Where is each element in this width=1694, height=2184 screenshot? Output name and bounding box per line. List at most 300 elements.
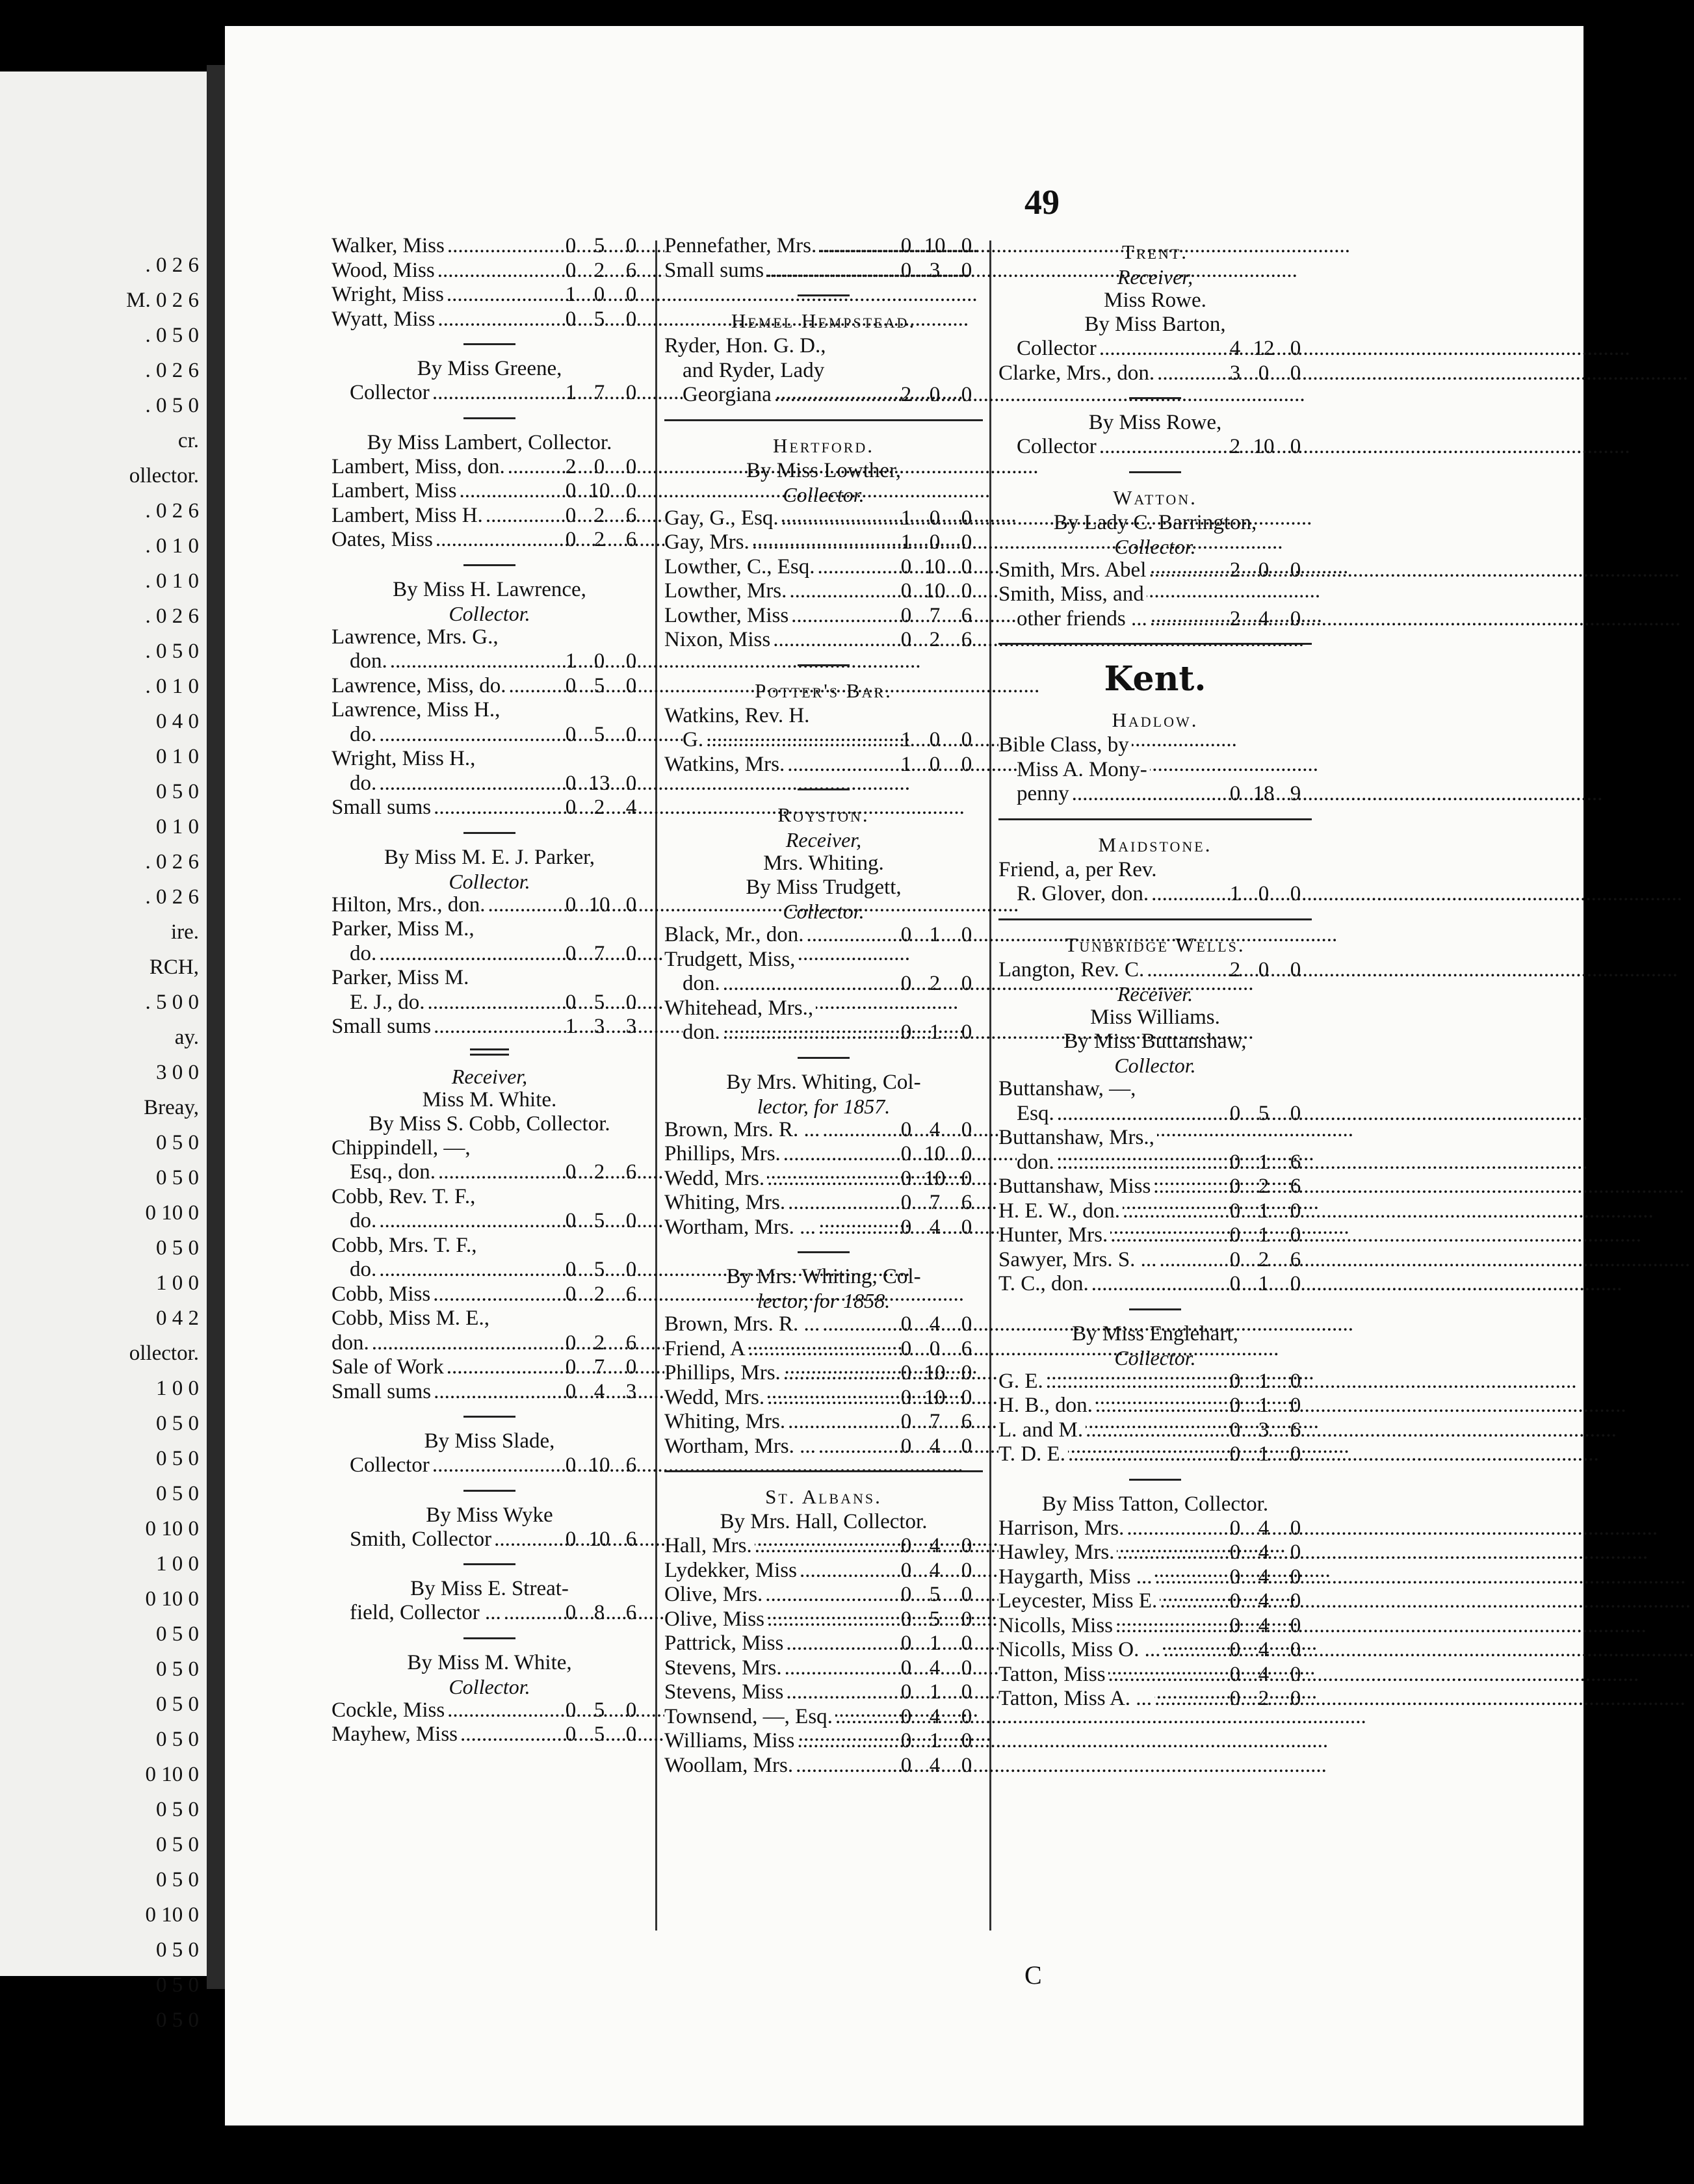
entry-name	[664, 728, 892, 753]
ledger-entry	[664, 628, 983, 653]
shillings: 5	[593, 990, 605, 1014]
pence: 0	[961, 234, 972, 257]
ledger-entry	[998, 1175, 1312, 1199]
pence: 6	[1290, 1175, 1301, 1198]
fragment-text: Breay,	[144, 1096, 199, 1119]
entry-name-text: Lowther, C., Esq.	[664, 555, 817, 578]
entry-name	[332, 1160, 556, 1185]
collector-heading: By Miss Englehart,	[1072, 1321, 1238, 1346]
ledger-entry	[998, 858, 1312, 883]
pounds: 4	[1229, 337, 1241, 360]
ledger-entry	[998, 1394, 1312, 1418]
pounds: 0	[1229, 1418, 1241, 1442]
pence: 0	[961, 1361, 972, 1384]
pounds: 0	[900, 1020, 912, 1044]
shillings: 18	[1253, 782, 1275, 805]
entry-name	[332, 1258, 556, 1282]
section-rule	[798, 664, 850, 666]
ledger-entry	[664, 506, 983, 531]
fragment-text: 0 5 0	[156, 1693, 199, 1716]
role-label: Receiver,	[1117, 265, 1193, 289]
ledger-entry	[664, 579, 983, 604]
entry-name-text: don.	[332, 1331, 372, 1355]
role-label: lector, for 1857.	[757, 1094, 891, 1118]
ledger-entry	[332, 917, 647, 942]
entry-name-text: Lawrence, Miss H.,	[332, 698, 502, 722]
entry-name-text: penny	[1017, 782, 1072, 805]
ledger-entry	[332, 1380, 647, 1405]
entry-name-text: Esq., don.	[350, 1160, 438, 1184]
book-spine	[207, 65, 225, 1989]
entry-name-text: Wedd, Mrs.	[664, 1386, 767, 1409]
ledger-entry	[998, 882, 1312, 907]
shillings: 0	[593, 283, 605, 306]
pounds: 0	[900, 1191, 912, 1214]
pence: 0	[1290, 558, 1301, 582]
entry-name	[998, 858, 1221, 883]
ledger-entry	[332, 772, 647, 796]
ledger-entry	[332, 283, 647, 307]
shillings: 10	[924, 1385, 946, 1409]
entry-name-text: Lawrence, Miss, do.	[332, 674, 509, 697]
pence: 6	[625, 1527, 637, 1551]
pence: 0	[625, 381, 637, 404]
entry-name	[664, 1410, 892, 1435]
entry-name	[998, 1077, 1221, 1102]
section-rule	[798, 788, 850, 790]
ledger-entry	[332, 1185, 647, 1210]
entry-name	[332, 528, 556, 552]
ledger-entry	[664, 1337, 983, 1362]
entry-name	[332, 917, 556, 942]
shillings: 2	[593, 503, 605, 527]
entry-name	[332, 991, 556, 1015]
pounds: 0	[900, 1632, 912, 1655]
pence: 0	[1290, 1199, 1301, 1223]
entry-name-text: Phillips, Mrs.	[664, 1361, 783, 1384]
shillings: 4	[929, 1558, 941, 1582]
fragment-text: . 0 2 6	[145, 499, 199, 523]
pence: 0	[961, 1607, 972, 1631]
pounds: 0	[565, 1355, 577, 1379]
entry-name-text: do.	[350, 772, 379, 795]
pence: 6	[625, 1453, 637, 1477]
pounds: 0	[565, 1282, 577, 1306]
entry-name-text: Hilton, Mrs., don.	[332, 893, 488, 916]
pence: 6	[625, 528, 637, 551]
entry-name	[664, 1607, 892, 1632]
ledger-entry	[998, 1126, 1312, 1150]
pounds: 3	[1229, 361, 1241, 385]
entry-name	[332, 1528, 556, 1552]
pounds: 0	[565, 234, 577, 257]
fragment-text: 0 5 0	[156, 1728, 199, 1751]
entry-name-text: G.	[683, 728, 706, 751]
collector-heading: By Miss Lowther,	[746, 458, 901, 482]
ledger-entry	[664, 530, 983, 555]
fragment-text: 1 0 0	[156, 1377, 199, 1400]
entry-name-text: Tatton, Miss	[998, 1663, 1108, 1686]
ledger-entry	[332, 1234, 647, 1258]
pounds: 0	[900, 234, 912, 257]
ledger-entry	[332, 1722, 647, 1747]
ledger-entry	[332, 942, 647, 967]
pence: 0	[1290, 361, 1301, 385]
pounds: 0	[565, 1331, 577, 1355]
double-rule	[470, 1048, 509, 1056]
pounds: 0	[565, 479, 577, 502]
fragment-text: RCH,	[149, 956, 199, 979]
pence: 0	[1290, 1565, 1301, 1589]
pounds: 0	[1229, 1638, 1241, 1661]
ledger-entry	[332, 747, 647, 772]
pence: 0	[625, 283, 637, 306]
entry-name	[998, 1102, 1221, 1126]
pence: 6	[625, 1331, 637, 1355]
ledger-entry	[332, 1453, 647, 1478]
place-heading: Maidstone.	[1098, 833, 1212, 856]
fragment-text: . 0 5 0	[145, 324, 199, 347]
pounds: 2	[1229, 558, 1241, 582]
fragment-text: 0 5 0	[156, 1412, 199, 1435]
entry-name-text: Leycester, Miss E.	[998, 1589, 1160, 1613]
pounds: 1	[565, 283, 577, 306]
ledger-entry	[664, 259, 983, 283]
shillings: 5	[593, 1209, 605, 1232]
pounds: 0	[565, 258, 577, 282]
pounds: 0	[565, 1601, 577, 1624]
pounds: 0	[565, 673, 577, 697]
shillings: 5	[929, 1583, 941, 1606]
fragment-text: 1 0 0	[156, 1552, 199, 1576]
page-number: 49	[1024, 183, 1060, 222]
entry-name-text: Lowther, Miss	[664, 604, 791, 627]
entry-name	[664, 1337, 892, 1362]
entry-name	[664, 753, 892, 777]
section-rule	[798, 1251, 850, 1253]
entry-name	[998, 958, 1221, 983]
entry-name-text: Olive, Mrs.	[664, 1583, 765, 1606]
fragment-text: ire.	[170, 920, 199, 944]
shillings: 0	[1258, 361, 1270, 385]
entry-name-text: and Ryder, Lady	[683, 359, 827, 382]
pounds: 2	[565, 454, 577, 478]
role-label: Receiver.	[1117, 982, 1193, 1006]
pence: 0	[625, 990, 637, 1014]
entry-name	[998, 558, 1221, 583]
entry-name	[664, 506, 892, 531]
pounds: 0	[1229, 1223, 1241, 1247]
fragment-text: . 0 5 0	[145, 640, 199, 663]
ledger-entry	[332, 1306, 647, 1331]
pence: 0	[961, 554, 972, 578]
pounds: 2	[1229, 435, 1241, 458]
ledger-entry	[998, 958, 1312, 983]
pounds: 1	[900, 506, 912, 530]
entry-name	[332, 747, 556, 772]
shillings: 7	[929, 1410, 941, 1433]
pounds: 0	[1229, 1175, 1241, 1198]
pounds: 0	[1229, 1516, 1241, 1540]
shillings: 0	[929, 383, 941, 406]
ledger-entry	[332, 1698, 647, 1723]
role-label: Receiver,	[451, 1064, 528, 1088]
pounds: 0	[565, 941, 577, 965]
section-rule	[998, 818, 1312, 820]
pounds: 0	[900, 1117, 912, 1141]
pence: 0	[961, 1117, 972, 1141]
ledger-entry	[332, 1160, 647, 1185]
shillings: 2	[1258, 1687, 1270, 1710]
ledger-entry	[332, 966, 647, 991]
entry-name-text: do.	[350, 1258, 379, 1281]
ledger-entry	[664, 1167, 983, 1191]
pence: 0	[625, 454, 637, 478]
entry-name	[664, 259, 892, 283]
shillings: 0	[929, 1336, 941, 1360]
role-label: Collector.	[783, 482, 865, 506]
shillings: 5	[593, 234, 605, 257]
entry-name	[664, 1312, 892, 1337]
entry-name-text: Hawley, Mrs.	[998, 1540, 1117, 1564]
entry-name-text: don.	[1017, 1150, 1057, 1174]
ledger-entry	[998, 1638, 1312, 1663]
ledger-entry	[332, 1331, 647, 1356]
ledger-entry	[664, 1410, 983, 1435]
shillings: 10	[924, 234, 946, 257]
collector-heading: By Miss Trudgett,	[746, 876, 902, 899]
entry-name-text: Small sums	[332, 796, 434, 819]
shillings: 1	[929, 1680, 941, 1704]
pounds: 0	[565, 1453, 577, 1477]
shillings: 4	[1258, 1589, 1270, 1613]
pounds: 0	[900, 1215, 912, 1239]
ledger-entry	[998, 1540, 1312, 1565]
entry-name	[332, 723, 556, 748]
ledger-entry	[664, 1361, 983, 1386]
pounds: 0	[565, 1209, 577, 1232]
pounds: 0	[1229, 1662, 1241, 1686]
fragment-text: 0 10 0	[145, 1903, 199, 1927]
ledger-entry	[332, 1601, 647, 1626]
role-label: Collector.	[783, 900, 865, 923]
pence: 0	[1290, 337, 1301, 360]
shillings: 1	[929, 1020, 941, 1044]
entry-name	[998, 1687, 1221, 1711]
ledger-entry	[998, 1663, 1312, 1687]
pounds: 1	[565, 381, 577, 404]
entry-name-text: Gay, Mrs.	[664, 530, 752, 554]
ledger-entry	[332, 991, 647, 1015]
pence: 0	[961, 383, 972, 406]
shillings: 2	[593, 1331, 605, 1355]
fragment-text: 1 0 0	[156, 1271, 199, 1295]
pounds: 1	[1229, 882, 1241, 905]
pence: 0	[625, 771, 637, 795]
entry-name-text: Bible Class, by	[998, 733, 1132, 757]
section-rule	[463, 564, 515, 566]
entry-name-text: Buttanshaw, Mrs.,	[998, 1126, 1157, 1149]
collector-heading: Miss Rowe.	[1104, 289, 1206, 312]
entry-name	[998, 1565, 1221, 1590]
entry-name-text: Whiting, Mrs.	[664, 1410, 788, 1433]
entry-name-text: Whitehead, Mrs.,	[664, 996, 816, 1020]
fragment-text: 3 0 0	[156, 1061, 199, 1084]
ledger-entry	[664, 334, 983, 359]
pence: 0	[961, 1632, 972, 1655]
pence: 0	[625, 234, 637, 257]
entry-name-text: Small sums	[332, 1015, 434, 1038]
entry-name-text: Ryder, Hon. G. D.,	[664, 334, 829, 358]
ledger-entry	[998, 1442, 1312, 1467]
fragment-text: . 0 2 6	[145, 359, 199, 382]
pence: 9	[1290, 782, 1301, 805]
pence: 0	[625, 1722, 637, 1746]
role-label: Collector.	[1114, 1054, 1196, 1077]
pounds: 0	[900, 972, 912, 995]
entry-name	[664, 1216, 892, 1240]
fragment-text: . 0 1 0	[145, 534, 199, 558]
shillings: 4	[1258, 606, 1270, 630]
ledger-entry	[664, 1754, 983, 1778]
pounds: 0	[565, 528, 577, 551]
entry-name	[998, 435, 1221, 460]
entry-name-text: H. E. W., don.	[998, 1199, 1123, 1223]
shillings: 7	[929, 603, 941, 627]
entry-name	[332, 1355, 556, 1380]
pounds: 0	[900, 1583, 912, 1606]
entry-name	[332, 674, 556, 699]
shillings: 2	[1258, 1175, 1270, 1198]
entry-name	[664, 1754, 892, 1778]
entry-name	[332, 479, 556, 504]
ledger-entry	[998, 582, 1312, 607]
pence: 0	[625, 1355, 637, 1379]
pence: 6	[625, 1601, 637, 1624]
entry-name	[998, 1126, 1221, 1150]
collector-heading: By Miss Greene,	[417, 357, 562, 380]
fragment-text: 0 5 0	[156, 1973, 199, 1997]
pounds: 0	[900, 1656, 912, 1680]
shillings: 4	[929, 1656, 941, 1680]
pence: 0	[961, 1729, 972, 1752]
entry-name-text: Black, Mr., don.	[664, 923, 806, 946]
shillings: 1	[929, 1729, 941, 1752]
fragment-text: 0 10 0	[145, 1201, 199, 1225]
ledger-entry	[664, 728, 983, 753]
shillings: 7	[593, 1355, 605, 1379]
ledger-entry	[332, 1258, 647, 1282]
entry-name	[998, 607, 1221, 632]
fragment-text: . 0 5 0	[145, 394, 199, 417]
shillings: 3	[1258, 1418, 1270, 1442]
entry-name-text: Lawrence, Mrs. G.,	[332, 625, 501, 649]
ledger-entry	[998, 1589, 1312, 1614]
entry-name-text: Small sums	[332, 1380, 434, 1403]
ledger-entry	[664, 972, 983, 996]
ledger-entry	[664, 948, 983, 972]
pounds: 0	[900, 258, 912, 282]
entry-name-text: Cockle, Miss	[332, 1698, 447, 1722]
entry-name	[998, 1418, 1221, 1443]
pence: 0	[1290, 1442, 1301, 1466]
entry-name-text: Williams, Miss	[664, 1729, 797, 1752]
shillings: 2	[593, 1282, 605, 1306]
pounds: 0	[900, 1753, 912, 1777]
shillings: 5	[929, 1607, 941, 1631]
ledger-entry	[998, 1077, 1312, 1102]
collector-heading: Mrs. Whiting.	[763, 852, 884, 875]
shillings: 7	[593, 381, 605, 404]
pounds: 0	[565, 1722, 577, 1746]
shillings: 10	[924, 1166, 946, 1190]
pence: 0	[625, 1698, 637, 1722]
entry-name-text: T. D. E.	[998, 1442, 1068, 1466]
entry-name	[332, 1136, 556, 1161]
pence: 0	[961, 1704, 972, 1728]
entry-name	[664, 579, 892, 604]
ledger-entry	[332, 796, 647, 820]
entry-name	[332, 1698, 556, 1723]
shillings: 10	[588, 1527, 610, 1551]
entry-name-text: Wortham, Mrs. ...	[664, 1216, 818, 1239]
ledger-entry	[998, 1516, 1312, 1541]
fragment-text: 0 5 0	[156, 1658, 199, 1681]
shillings: 7	[929, 1191, 941, 1214]
pounds: 0	[900, 1558, 912, 1582]
fragment-text: . 0 1 0	[145, 569, 199, 593]
pence: 0	[1290, 1394, 1301, 1417]
fragment-text: 0 5 0	[156, 2008, 199, 2032]
pounds: 1	[900, 728, 912, 751]
entry-name-text: Lambert, Miss H.	[332, 504, 486, 527]
ledger-entry	[664, 1142, 983, 1167]
shillings: 10	[924, 554, 946, 578]
ledger-entry	[332, 1136, 647, 1161]
entry-name-text: do.	[350, 1209, 379, 1232]
ledger-entry	[664, 1559, 983, 1583]
entry-name	[998, 1516, 1221, 1541]
entry-name	[332, 698, 556, 723]
shillings: 1	[1258, 1442, 1270, 1466]
shillings: 4	[1258, 1613, 1270, 1637]
ledger-entry	[998, 1687, 1312, 1711]
entry-name	[332, 1185, 556, 1210]
section-rule	[463, 417, 515, 419]
collector-heading: By Mrs. Hall, Collector.	[720, 1510, 928, 1533]
fragment-text: 0 5 0	[156, 1447, 199, 1470]
entry-name-text: Stevens, Miss	[664, 1680, 786, 1704]
entry-name	[664, 1118, 892, 1143]
ledger-entry	[332, 1355, 647, 1380]
entry-name	[998, 733, 1221, 758]
entry-name	[998, 1199, 1221, 1224]
entry-name-text: Lowther, Mrs.	[664, 579, 789, 603]
pounds: 0	[900, 1312, 912, 1336]
ledger-entry	[664, 1705, 983, 1730]
entry-name	[998, 758, 1221, 783]
pence: 0	[625, 479, 637, 502]
shillings: 5	[593, 1722, 605, 1746]
pounds: 0	[1229, 1101, 1241, 1125]
collector-heading: By Miss Slade,	[424, 1429, 555, 1453]
shillings: 1	[1258, 1272, 1270, 1295]
pence: 6	[625, 503, 637, 527]
entry-name-text: Cobb, Miss	[332, 1282, 433, 1306]
pence: 0	[961, 530, 972, 554]
entry-name	[664, 359, 892, 384]
entry-name	[332, 234, 556, 259]
